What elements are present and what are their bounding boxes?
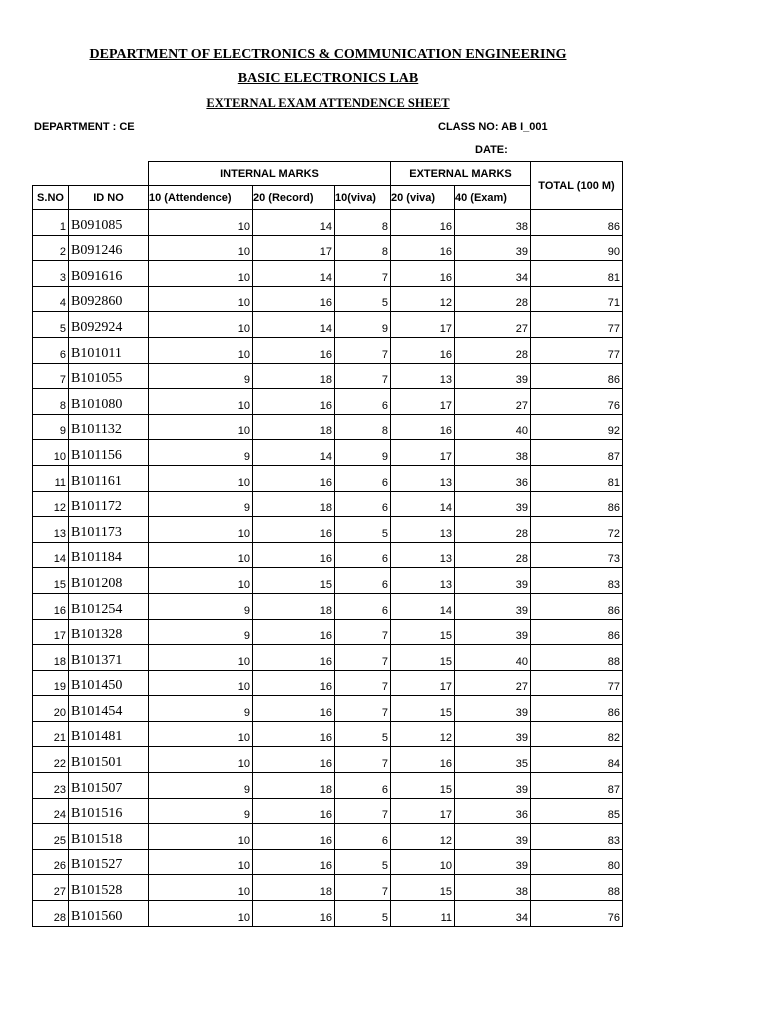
record-mark-cell: 17 xyxy=(253,235,335,261)
internal-viva-mark-cell: 7 xyxy=(335,261,391,287)
attendance-mark-cell: 10 xyxy=(149,465,253,491)
exam-mark-cell: 27 xyxy=(455,670,531,696)
table-row xyxy=(33,286,623,312)
table-row xyxy=(33,261,623,287)
column-header-sno: S.NO xyxy=(33,186,69,210)
student-id-cell: B101528 xyxy=(69,875,149,901)
record-mark-cell: 16 xyxy=(253,389,335,415)
external-viva-mark-cell: 16 xyxy=(391,261,455,287)
external-viva-mark-cell: 15 xyxy=(391,773,455,799)
exam-mark-cell: 40 xyxy=(455,645,531,671)
external-viva-mark-cell: 12 xyxy=(391,824,455,850)
internal-viva-mark-cell: 8 xyxy=(335,414,391,440)
student-id-cell: B101208 xyxy=(69,568,149,594)
total-mark-cell: 86 xyxy=(531,210,623,236)
external-viva-mark-cell: 12 xyxy=(391,286,455,312)
total-mark-cell: 71 xyxy=(531,286,623,312)
internal-viva-mark-cell: 7 xyxy=(335,619,391,645)
total-mark-cell: 92 xyxy=(531,414,623,440)
attendance-mark-cell: 10 xyxy=(149,901,253,927)
external-viva-mark-cell: 16 xyxy=(391,414,455,440)
total-mark-cell: 76 xyxy=(531,901,623,927)
class-number-label: CLASS NO: AB I_001 xyxy=(438,121,548,133)
record-mark-cell: 18 xyxy=(253,773,335,799)
internal-viva-mark-cell: 6 xyxy=(335,824,391,850)
record-mark-cell: 16 xyxy=(253,849,335,875)
serial-number-cell: 10 xyxy=(33,440,69,466)
external-viva-mark-cell: 17 xyxy=(391,798,455,824)
external-viva-mark-cell: 16 xyxy=(391,747,455,773)
external-viva-mark-cell: 14 xyxy=(391,593,455,619)
attendance-mark-cell: 10 xyxy=(149,337,253,363)
total-mark-cell: 88 xyxy=(531,875,623,901)
column-header-record: 20 (Record) xyxy=(253,186,335,210)
total-mark-cell: 81 xyxy=(531,465,623,491)
record-mark-cell: 18 xyxy=(253,593,335,619)
serial-number-cell: 16 xyxy=(33,593,69,619)
student-id-cell: B101172 xyxy=(69,491,149,517)
exam-mark-cell: 39 xyxy=(455,491,531,517)
attendance-mark-cell: 10 xyxy=(149,312,253,338)
student-id-cell: B101560 xyxy=(69,901,149,927)
internal-viva-mark-cell: 8 xyxy=(335,210,391,236)
exam-mark-cell: 27 xyxy=(455,312,531,338)
internal-viva-mark-cell: 7 xyxy=(335,747,391,773)
internal-viva-mark-cell: 6 xyxy=(335,491,391,517)
external-viva-mark-cell: 17 xyxy=(391,312,455,338)
student-id-cell: B101527 xyxy=(69,849,149,875)
table-row xyxy=(33,568,623,594)
attendance-mark-cell: 9 xyxy=(149,696,253,722)
exam-mark-cell: 39 xyxy=(455,824,531,850)
table-row xyxy=(33,542,623,568)
serial-number-cell: 25 xyxy=(33,824,69,850)
attendance-mark-cell: 10 xyxy=(149,414,253,440)
student-id-cell: B101516 xyxy=(69,798,149,824)
student-id-cell: B101184 xyxy=(69,542,149,568)
attendance-mark-cell: 10 xyxy=(149,568,253,594)
exam-mark-cell: 38 xyxy=(455,875,531,901)
internal-viva-mark-cell: 6 xyxy=(335,568,391,594)
total-mark-cell: 77 xyxy=(531,312,623,338)
total-mark-cell: 88 xyxy=(531,645,623,671)
external-viva-mark-cell: 17 xyxy=(391,670,455,696)
external-viva-mark-cell: 14 xyxy=(391,491,455,517)
record-mark-cell: 16 xyxy=(253,670,335,696)
department-label: DEPARTMENT : CE xyxy=(34,121,135,133)
attendance-mark-cell: 10 xyxy=(149,670,253,696)
external-viva-mark-cell: 15 xyxy=(391,875,455,901)
exam-mark-cell: 28 xyxy=(455,286,531,312)
record-mark-cell: 16 xyxy=(253,645,335,671)
internal-viva-mark-cell: 5 xyxy=(335,517,391,543)
marks-table xyxy=(32,161,623,927)
total-mark-cell: 87 xyxy=(531,773,623,799)
date-label: DATE: xyxy=(475,144,508,156)
internal-viva-mark-cell: 9 xyxy=(335,440,391,466)
student-id-cell: B101173 xyxy=(69,517,149,543)
table-row xyxy=(33,389,623,415)
exam-mark-cell: 27 xyxy=(455,389,531,415)
exam-mark-cell: 39 xyxy=(455,235,531,261)
record-mark-cell: 18 xyxy=(253,414,335,440)
total-mark-cell: 77 xyxy=(531,670,623,696)
record-mark-cell: 16 xyxy=(253,286,335,312)
external-viva-mark-cell: 17 xyxy=(391,440,455,466)
record-mark-cell: 16 xyxy=(253,901,335,927)
table-row xyxy=(33,773,623,799)
record-mark-cell: 16 xyxy=(253,696,335,722)
external-viva-mark-cell: 13 xyxy=(391,465,455,491)
student-id-cell: B101501 xyxy=(69,747,149,773)
serial-number-cell: 19 xyxy=(33,670,69,696)
attendance-mark-cell: 9 xyxy=(149,491,253,517)
table-row xyxy=(33,696,623,722)
serial-number-cell: 26 xyxy=(33,849,69,875)
column-header-internal-viva: 10(viva) xyxy=(335,186,391,210)
exam-mark-cell: 38 xyxy=(455,210,531,236)
attendance-mark-cell: 10 xyxy=(149,645,253,671)
internal-viva-mark-cell: 6 xyxy=(335,389,391,415)
serial-number-cell: 21 xyxy=(33,721,69,747)
exam-mark-cell: 39 xyxy=(455,696,531,722)
column-header-id: ID NO xyxy=(69,186,149,210)
attendance-mark-cell: 9 xyxy=(149,773,253,799)
serial-number-cell: 12 xyxy=(33,491,69,517)
serial-number-cell: 22 xyxy=(33,747,69,773)
exam-mark-cell: 39 xyxy=(455,593,531,619)
record-mark-cell: 16 xyxy=(253,619,335,645)
internal-marks-header: INTERNAL MARKS xyxy=(149,162,391,186)
record-mark-cell: 18 xyxy=(253,875,335,901)
serial-number-cell: 6 xyxy=(33,337,69,363)
student-id-cell: B091085 xyxy=(69,210,149,236)
table-row xyxy=(33,721,623,747)
internal-viva-mark-cell: 8 xyxy=(335,235,391,261)
attendance-mark-cell: 10 xyxy=(149,286,253,312)
total-mark-cell: 72 xyxy=(531,517,623,543)
attendance-mark-cell: 10 xyxy=(149,517,253,543)
exam-mark-cell: 39 xyxy=(455,849,531,875)
serial-number-cell: 28 xyxy=(33,901,69,927)
external-viva-mark-cell: 13 xyxy=(391,517,455,543)
record-mark-cell: 16 xyxy=(253,721,335,747)
attendance-mark-cell: 10 xyxy=(149,875,253,901)
internal-viva-mark-cell: 5 xyxy=(335,901,391,927)
total-mark-cell: 80 xyxy=(531,849,623,875)
total-mark-cell: 83 xyxy=(531,824,623,850)
attendance-mark-cell: 9 xyxy=(149,798,253,824)
attendance-mark-cell: 10 xyxy=(149,824,253,850)
exam-mark-cell: 40 xyxy=(455,414,531,440)
column-header-external-viva: 20 (viva) xyxy=(391,186,455,210)
student-id-cell: B091616 xyxy=(69,261,149,287)
exam-mark-cell: 39 xyxy=(455,568,531,594)
table-row xyxy=(33,235,623,261)
record-mark-cell: 15 xyxy=(253,568,335,594)
external-viva-mark-cell: 15 xyxy=(391,619,455,645)
table-row xyxy=(33,414,623,440)
external-viva-mark-cell: 16 xyxy=(391,235,455,261)
serial-number-cell: 15 xyxy=(33,568,69,594)
attendance-mark-cell: 10 xyxy=(149,210,253,236)
internal-viva-mark-cell: 7 xyxy=(335,645,391,671)
attendance-mark-cell: 10 xyxy=(149,721,253,747)
total-mark-cell: 90 xyxy=(531,235,623,261)
attendance-mark-cell: 10 xyxy=(149,261,253,287)
internal-viva-mark-cell: 7 xyxy=(335,696,391,722)
serial-number-cell: 13 xyxy=(33,517,69,543)
serial-number-cell: 9 xyxy=(33,414,69,440)
record-mark-cell: 14 xyxy=(253,440,335,466)
attendance-mark-cell: 9 xyxy=(149,363,253,389)
exam-mark-cell: 39 xyxy=(455,619,531,645)
internal-viva-mark-cell: 7 xyxy=(335,798,391,824)
student-id-cell: B101481 xyxy=(69,721,149,747)
serial-number-cell: 3 xyxy=(33,261,69,287)
internal-viva-mark-cell: 7 xyxy=(335,875,391,901)
total-mark-cell: 86 xyxy=(531,619,623,645)
student-id-cell: B101132 xyxy=(69,414,149,440)
record-mark-cell: 18 xyxy=(253,363,335,389)
record-mark-cell: 16 xyxy=(253,337,335,363)
internal-viva-mark-cell: 7 xyxy=(335,363,391,389)
exam-mark-cell: 35 xyxy=(455,747,531,773)
serial-number-cell: 27 xyxy=(33,875,69,901)
lab-title: BASIC ELECTRONICS LAB xyxy=(237,71,419,86)
exam-mark-cell: 34 xyxy=(455,901,531,927)
serial-number-cell: 18 xyxy=(33,645,69,671)
internal-viva-mark-cell: 6 xyxy=(335,773,391,799)
student-id-cell: B092924 xyxy=(69,312,149,338)
attendance-mark-cell: 10 xyxy=(149,389,253,415)
table-row xyxy=(33,824,623,850)
student-id-cell: B101454 xyxy=(69,696,149,722)
student-id-cell: B101371 xyxy=(69,645,149,671)
record-mark-cell: 16 xyxy=(253,747,335,773)
serial-number-cell: 20 xyxy=(33,696,69,722)
exam-mark-cell: 34 xyxy=(455,261,531,287)
exam-mark-cell: 28 xyxy=(455,337,531,363)
attendance-mark-cell: 9 xyxy=(149,619,253,645)
exam-mark-cell: 39 xyxy=(455,721,531,747)
sheet-title: EXTERNAL EXAM ATTENDENCE SHEET xyxy=(206,96,450,110)
internal-viva-mark-cell: 6 xyxy=(335,593,391,619)
table-row xyxy=(33,875,623,901)
record-mark-cell: 14 xyxy=(253,210,335,236)
record-mark-cell: 16 xyxy=(253,798,335,824)
student-id-cell: B091246 xyxy=(69,235,149,261)
exam-mark-cell: 39 xyxy=(455,773,531,799)
table-row xyxy=(33,849,623,875)
external-viva-mark-cell: 12 xyxy=(391,721,455,747)
student-id-cell: B092860 xyxy=(69,286,149,312)
serial-number-cell: 24 xyxy=(33,798,69,824)
serial-number-cell: 7 xyxy=(33,363,69,389)
internal-viva-mark-cell: 7 xyxy=(335,670,391,696)
student-id-cell: B101254 xyxy=(69,593,149,619)
record-mark-cell: 16 xyxy=(253,517,335,543)
attendance-mark-cell: 10 xyxy=(149,542,253,568)
student-id-cell: B101055 xyxy=(69,363,149,389)
record-mark-cell: 14 xyxy=(253,312,335,338)
table-row xyxy=(33,619,623,645)
department-title: DEPARTMENT OF ELECTRONICS & COMMUNICATION ENGINEERING xyxy=(89,47,567,62)
external-viva-mark-cell: 13 xyxy=(391,568,455,594)
student-id-cell: B101328 xyxy=(69,619,149,645)
internal-viva-mark-cell: 5 xyxy=(335,849,391,875)
serial-number-cell: 2 xyxy=(33,235,69,261)
table-row xyxy=(33,645,623,671)
internal-viva-mark-cell: 5 xyxy=(335,721,391,747)
external-viva-mark-cell: 17 xyxy=(391,389,455,415)
student-id-cell: B101080 xyxy=(69,389,149,415)
external-viva-mark-cell: 10 xyxy=(391,849,455,875)
total-header: TOTAL (100 M) xyxy=(531,162,623,210)
exam-mark-cell: 28 xyxy=(455,517,531,543)
exam-mark-cell: 36 xyxy=(455,798,531,824)
internal-viva-mark-cell: 6 xyxy=(335,465,391,491)
table-row xyxy=(33,337,623,363)
total-mark-cell: 73 xyxy=(531,542,623,568)
total-mark-cell: 83 xyxy=(531,568,623,594)
serial-number-cell: 23 xyxy=(33,773,69,799)
record-mark-cell: 16 xyxy=(253,465,335,491)
record-mark-cell: 16 xyxy=(253,824,335,850)
exam-mark-cell: 39 xyxy=(455,363,531,389)
student-id-cell: B101161 xyxy=(69,465,149,491)
table-row xyxy=(33,517,623,543)
table-row xyxy=(33,798,623,824)
external-viva-mark-cell: 16 xyxy=(391,337,455,363)
total-mark-cell: 86 xyxy=(531,491,623,517)
internal-viva-mark-cell: 5 xyxy=(335,286,391,312)
total-mark-cell: 82 xyxy=(531,721,623,747)
attendance-mark-cell: 10 xyxy=(149,849,253,875)
attendance-mark-cell: 10 xyxy=(149,747,253,773)
serial-number-cell: 8 xyxy=(33,389,69,415)
attendance-mark-cell: 10 xyxy=(149,235,253,261)
external-viva-mark-cell: 13 xyxy=(391,363,455,389)
external-marks-header: EXTERNAL MARKS xyxy=(391,162,531,186)
table-row xyxy=(33,312,623,338)
serial-number-cell: 5 xyxy=(33,312,69,338)
student-id-cell: B101507 xyxy=(69,773,149,799)
table-row xyxy=(33,593,623,619)
serial-number-cell: 1 xyxy=(33,210,69,236)
table-row xyxy=(33,670,623,696)
exam-mark-cell: 36 xyxy=(455,465,531,491)
table-row xyxy=(33,440,623,466)
external-viva-mark-cell: 11 xyxy=(391,901,455,927)
total-mark-cell: 85 xyxy=(531,798,623,824)
serial-number-cell: 11 xyxy=(33,465,69,491)
attendance-mark-cell: 9 xyxy=(149,440,253,466)
total-mark-cell: 81 xyxy=(531,261,623,287)
total-mark-cell: 84 xyxy=(531,747,623,773)
external-viva-mark-cell: 15 xyxy=(391,696,455,722)
internal-viva-mark-cell: 9 xyxy=(335,312,391,338)
total-mark-cell: 87 xyxy=(531,440,623,466)
total-mark-cell: 86 xyxy=(531,363,623,389)
attendance-mark-cell: 9 xyxy=(149,593,253,619)
exam-mark-cell: 38 xyxy=(455,440,531,466)
table-row xyxy=(33,491,623,517)
student-id-cell: B101450 xyxy=(69,670,149,696)
external-viva-mark-cell: 16 xyxy=(391,210,455,236)
table-row xyxy=(33,363,623,389)
record-mark-cell: 14 xyxy=(253,261,335,287)
table-row xyxy=(33,901,623,927)
exam-mark-cell: 28 xyxy=(455,542,531,568)
total-mark-cell: 77 xyxy=(531,337,623,363)
total-mark-cell: 86 xyxy=(531,593,623,619)
table-row xyxy=(33,210,623,236)
internal-viva-mark-cell: 7 xyxy=(335,337,391,363)
table-row xyxy=(33,465,623,491)
student-id-cell: B101011 xyxy=(69,337,149,363)
serial-number-cell: 14 xyxy=(33,542,69,568)
record-mark-cell: 18 xyxy=(253,491,335,517)
total-mark-cell: 76 xyxy=(531,389,623,415)
total-mark-cell: 86 xyxy=(531,696,623,722)
header-blank xyxy=(33,162,149,186)
column-header-attendance: 10 (Attendence) xyxy=(149,186,253,210)
column-header-exam: 40 (Exam) xyxy=(455,186,531,210)
record-mark-cell: 16 xyxy=(253,542,335,568)
internal-viva-mark-cell: 6 xyxy=(335,542,391,568)
external-viva-mark-cell: 15 xyxy=(391,645,455,671)
student-id-cell: B101518 xyxy=(69,824,149,850)
serial-number-cell: 17 xyxy=(33,619,69,645)
serial-number-cell: 4 xyxy=(33,286,69,312)
student-id-cell: B101156 xyxy=(69,440,149,466)
table-row xyxy=(33,747,623,773)
external-viva-mark-cell: 13 xyxy=(391,542,455,568)
